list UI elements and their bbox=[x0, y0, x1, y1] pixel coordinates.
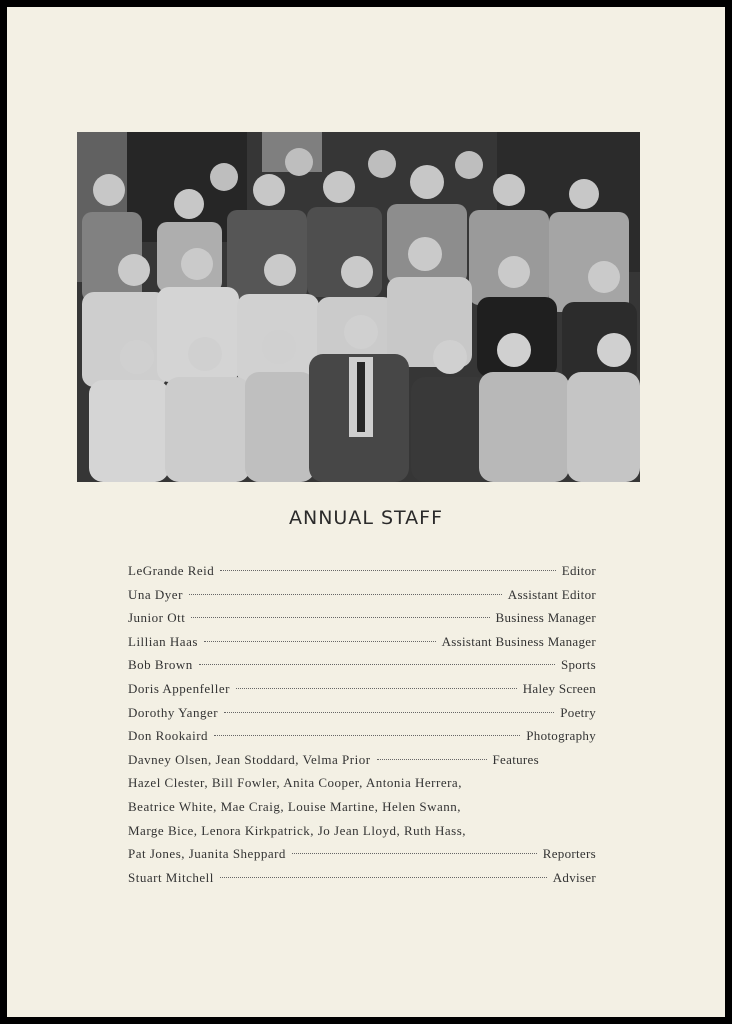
staff-role: Sports bbox=[560, 657, 596, 673]
staff-name: Doris Appenfeller bbox=[128, 680, 231, 696]
staff-name: Lillian Haas bbox=[128, 633, 198, 649]
staff-row bbox=[128, 606, 596, 630]
leader-dots bbox=[236, 688, 517, 689]
staff-name: Hazel Clester, Bill Fowler, Anita Cooper, Antonia Herrera, bbox=[128, 775, 462, 791]
staff-role: Haley Screen bbox=[522, 680, 596, 696]
staff-row bbox=[128, 795, 596, 819]
staff-role: Features bbox=[492, 751, 539, 767]
yearbook-page bbox=[7, 7, 725, 1017]
staff-name: Beatrice White, Mae Craig, Louise Martine, Helen Swann, bbox=[128, 798, 462, 814]
leader-dots bbox=[189, 594, 502, 595]
staff-role: Assistant Editor bbox=[507, 586, 596, 602]
staff-row bbox=[128, 653, 596, 677]
leader-dots bbox=[199, 664, 555, 665]
leader-dots bbox=[292, 853, 537, 854]
staff-name: Marge Bice, Lenora Kirkpatrick, Jo Jean Lloyd, Ruth Hass, bbox=[128, 822, 467, 838]
staff-name: Dorothy Yanger bbox=[128, 704, 219, 720]
staff-row bbox=[128, 630, 596, 654]
staff-role: Poetry bbox=[560, 704, 596, 720]
page-title: ANNUAL STAFF bbox=[289, 507, 443, 529]
staff-name: Davney Olsen, Jean Stoddard, Velma Prior bbox=[128, 751, 371, 767]
group-photo bbox=[77, 132, 640, 482]
group-photo-illustration bbox=[77, 132, 640, 482]
staff-role: Assistant Business Manager bbox=[441, 633, 596, 649]
staff-row bbox=[128, 724, 596, 748]
staff-name: LeGrande Reid bbox=[128, 563, 215, 578]
staff-role: Adviser bbox=[552, 869, 596, 885]
staff-role: Editor bbox=[561, 563, 596, 578]
staff-role: Business Manager bbox=[495, 610, 596, 626]
leader-dots bbox=[224, 712, 554, 713]
staff-name: Pat Jones, Juanita Sheppard bbox=[128, 846, 286, 862]
leader-dots bbox=[377, 759, 487, 760]
staff-row bbox=[128, 866, 596, 890]
staff-role: Reporters bbox=[542, 846, 596, 862]
staff-row bbox=[128, 771, 596, 795]
staff-row bbox=[128, 819, 596, 843]
staff-name: Una Dyer bbox=[128, 586, 183, 602]
staff-role: Photography bbox=[526, 728, 596, 744]
leader-dots bbox=[220, 877, 547, 878]
staff-row bbox=[128, 677, 596, 701]
staff-name: Bob Brown bbox=[128, 657, 193, 673]
staff-row bbox=[128, 842, 596, 866]
leader-dots bbox=[214, 735, 520, 736]
staff-name: Junior Ott bbox=[128, 610, 186, 626]
staff-roster bbox=[128, 559, 596, 889]
staff-row bbox=[128, 748, 596, 772]
staff-row bbox=[128, 701, 596, 725]
staff-name: Stuart Mitchell bbox=[128, 869, 214, 885]
leader-dots bbox=[191, 617, 489, 618]
staff-row bbox=[128, 583, 596, 607]
staff-name: Don Rookaird bbox=[128, 728, 209, 744]
leader-dots bbox=[220, 570, 555, 571]
leader-dots bbox=[204, 641, 436, 642]
staff-row bbox=[128, 559, 596, 583]
